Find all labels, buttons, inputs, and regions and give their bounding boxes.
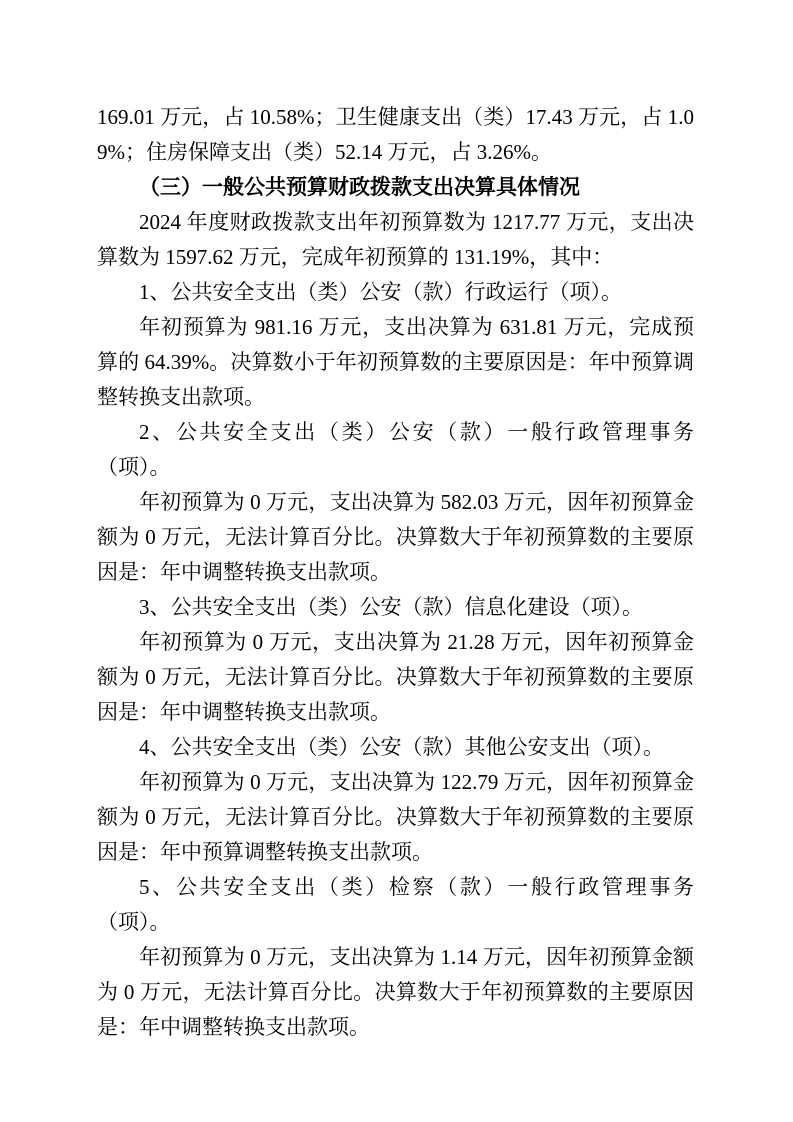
item-3-title: 3、公共安全支出（类）公安（款）信息化建设（项）。 (139, 595, 643, 619)
section-heading: （三）一般公共预算财政拨款支出决算具体情况 (139, 176, 580, 199)
paragraph-summary: 2024 年度财政拨款支出年初预算数为 1217.77 万元，支出决算数为 1597.62 万元，完成年初预算的 131.19%，其中： (97, 210, 694, 269)
item-5-title: 5、公共安全支出（类）检察（款）一般行政管理事务（项）。 (97, 875, 694, 934)
item-2-detail: 年初预算为 0 万元，支出决算为 582.03 万元，因年初预算金额为 0 万元，无法计算百分比。决算数大于年初预算数的主要原因是：年中调整转换支出款项。 (97, 490, 694, 584)
item-5-detail: 年初预算为 0 万元，支出决算为 1.14 万元，因年初预算金额为 0 万元，无法计算百分比。决算数大于年初预算数的主要原因是：年中调整转换支出款项。 (97, 945, 694, 1039)
item-1-detail: 年初预算为 981.16 万元，支出决算为 631.81 万元，完成预算的 64.39%。决算数小于年初预算数的主要原因是：年中预算调整转换支出款项。 (97, 315, 694, 409)
item-4-detail: 年初预算为 0 万元，支出决算为 122.79 万元，因年初预算金额为 0 万元，无法计算百分比。决算数大于年初预算数的主要原因是：年中预算调整转换支出款项。 (97, 770, 694, 864)
page-content (97, 100, 694, 1045)
item-1-title: 1、公共安全支出（类）公安（款）行政运行（项）。 (139, 280, 622, 304)
item-2-title: 2、公共安全支出（类）公安（款）一般行政管理事务（项）。 (97, 420, 694, 479)
item-3-detail: 年初预算为 0 万元，支出决算为 21.28 万元，因年初预算金额为 0 万元，无法计算百分比。决算数大于年初预算数的主要原因是：年中调整转换支出款项。 (97, 630, 694, 724)
paragraph-continuation: 169.01 万元，占 10.58%；卫生健康支出（类）17.43 万元，占 1.09%；住房保障支出（类）52.14 万元，占 3.26%。 (97, 105, 694, 164)
item-4-title: 4、公共安全支出（类）公安（款）其他公安支出（项）。 (139, 735, 664, 759)
